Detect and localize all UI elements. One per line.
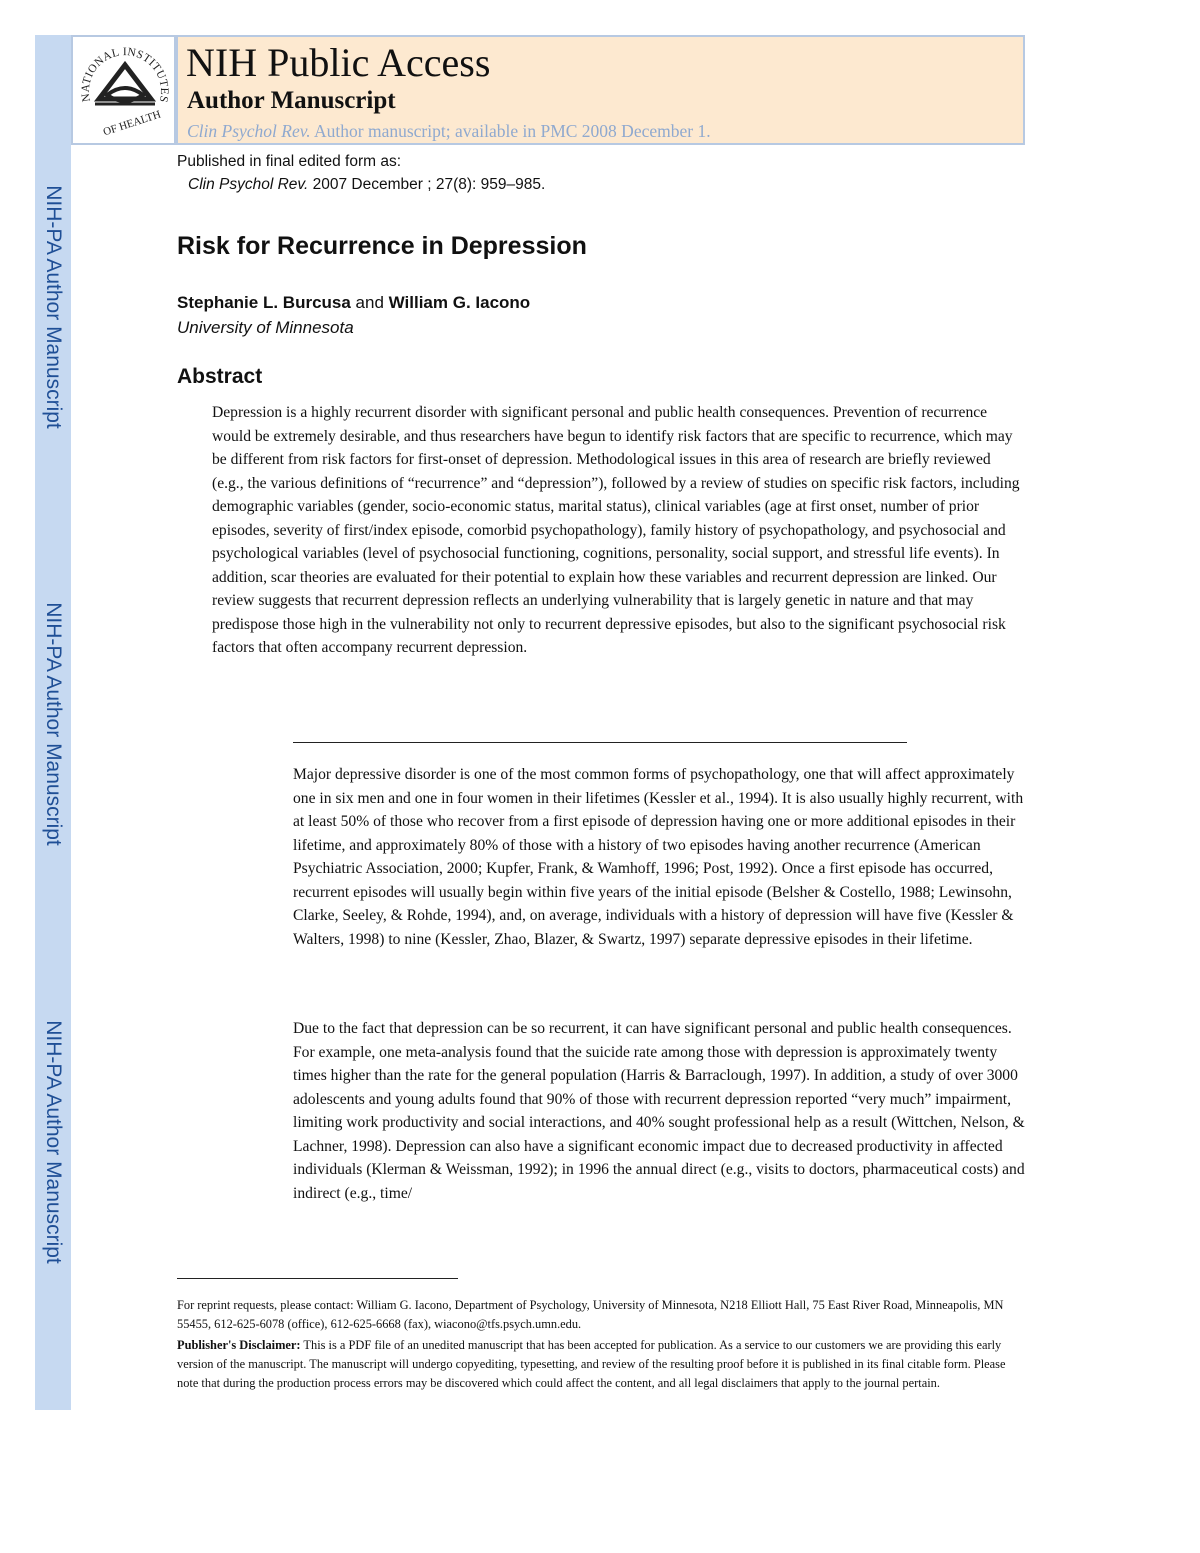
disclaimer-text: This is a PDF file of an unedited manuscript that has been accepted for publication. As a service to our customers we are providing this early version of the manuscript. The manuscript will undergo copyediting, typesetting, and review of the resulting proof before it is published in its final citable form. Please note that during the production process errors may be discovered which could affect the content, and all legal disclaimers that apply to the journal pertain.: [177, 1338, 1006, 1390]
nih-seal-logo-icon: [73, 37, 174, 143]
sidebar-label-text: NIH-PA Author Manuscript: [42, 185, 65, 429]
section-divider: [293, 742, 907, 743]
citation-details: 2007 December ; 27(8): 959–985.: [308, 176, 546, 193]
header-title: NIH Public Access: [186, 40, 491, 85]
affiliation: University of Minnesota: [177, 318, 354, 337]
footnote-divider: [177, 1278, 458, 1279]
body-paragraph-2: Due to the fact that depression can be so recurrent, it can have significant personal and public health consequences. For example, one meta-analysis found that the suicide rate among those with depression is approximately twenty times higher than the rate for the general population (Harris & Barraclough, 1997). In addition, a study of over 3000 adolescents and young adults found that 90% of those with recurrent depression reported “very much” impairment, limiting work productivity and social interactions, and 40% sought professional help as a result (Wittchen, Nelson, & Lachner, 1998). Depression can also have a significant economic impact due to decreased productivity in affected individuals (Klerman & Weissman, 1992); in 1996 the annual direct (e.g., visits to doctors, pharmaceutical costs) and indirect (e.g., time/: [293, 1020, 1025, 1202]
author-1: Stephanie L. Burcusa: [177, 293, 351, 312]
sidebar-label-text: NIH-PA Author Manuscript: [42, 602, 65, 846]
header-journal: Clin Psychol Rev.: [187, 121, 311, 141]
citation-journal: Clin Psychol Rev.: [188, 176, 309, 193]
article-title: Risk for Recurrence in Depression: [177, 232, 587, 260]
published-label: Published in final edited form as:: [177, 153, 402, 170]
sidebar-label-text: NIH-PA Author Manuscript: [42, 1020, 65, 1264]
citation: [188, 176, 545, 194]
author-separator: and: [350, 293, 389, 312]
authors: [177, 293, 530, 313]
disclaimer-label: Publisher's Disclaimer:: [177, 1338, 301, 1352]
footnote-reprint: For reprint requests, please contact: William G. Iacono, Department of Psychology, University of Minnesota, N218 Elliott Hall, 75 East River Road, Minneapolis, MN 55455, 612-625-6078 (office), 612-625-6668 (fax), wiacono@tfs.psych.umn.edu.: [177, 1298, 1004, 1331]
header-subtitle: Author Manuscript: [187, 87, 396, 114]
abstract-text: Depression is a highly recurrent disorder with significant personal and public health consequences. Prevention of recurrence would be extremely desirable, and thus researchers have begun to identify risk factors that are specific to recurrence, which may be different from risk factors for first-onset of depression. Methodological issues in this area of research are briefly reviewed (e.g., the various definitions of “recurrence” and “depression”), followed by a review of studies on specific risk factors, including demographic variables (gender, socio-economic status, marital status), clinical variables (age at first onset, number of prior episodes, severity of first/index episode, comorbid psychopathology), family history of psychopathology, and psychosocial and psychological variables (level of psychosocial functioning, cognitions, personality, social support, and stressful life events). In addition, scar theories are evaluated for their potential to explain how these variables and recurrent depression are linked. Our review suggests that recurrent depression reflects an underlying vulnerability that is largely genetic in nature and that may predispose those high in the vulnerability not only to recurrent depressive episodes, but also to the significant psychosocial risk factors that often accompany recurrent depression.: [212, 404, 1020, 656]
body-paragraph-1: Major depressive disorder is one of the most common forms of psychopathology, one that will affect approximately one in six men and one in four women in their lifetimes (Kessler et al., 1994). It is also usually highly recurrent, with at least 50% of those who recover from a first episode of depression having one or more additional episodes in their lifetime, and approximately 80% of those with a history of two episodes having another recurrence (American Psychiatric Association, 2000; Kupfer, Frank, & Wamhoff, 1996; Post, 1992). Once a first episode has occurred, recurrent episodes will usually begin within five years of the initial episode (Belsher & Costello, 1988; Lewinsohn, Clarke, Seeley, & Rohde, 1994), and, on average, individuals with a history of depression will have five (Kessler & Walters, 1998) to nine (Kessler, Zhao, Blazer, & Swartz, 1997) separate depressive episodes in their lifetime.: [293, 766, 1024, 948]
svg-text:OF HEALTH: OF HEALTH: [101, 108, 163, 139]
author-2: William G. Iacono: [388, 293, 531, 312]
header-availability-text: Author manuscript; available in PMC 2008 December 1.: [310, 121, 711, 141]
abstract-heading: Abstract: [177, 365, 263, 388]
svg-text:NATIONAL INSTITUTES: NATIONAL INSTITUTES: [79, 46, 171, 104]
footnote-disclaimer: [177, 1336, 1027, 1393]
nih-public-access-header: [176, 35, 1025, 145]
nih-logo-box: [71, 35, 176, 145]
header-availability: [187, 121, 711, 142]
